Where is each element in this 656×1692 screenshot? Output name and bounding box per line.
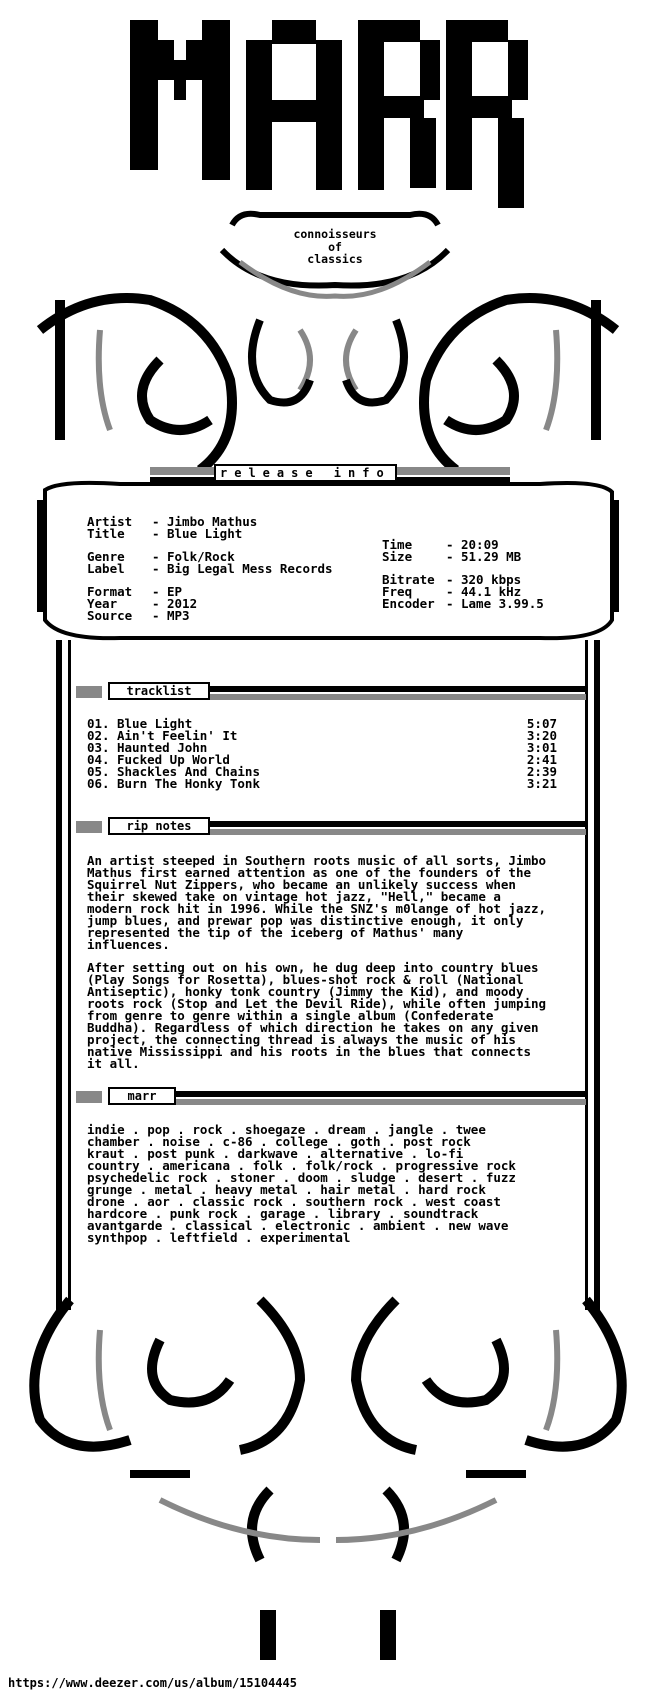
release-value: 20:09 [461,537,499,552]
release-key: Bitrate [382,572,435,587]
release-key: Artist [87,514,133,529]
rip-notes-paragraph: After setting out on his own, he dug deep into country blues (Play Songs for Rosetta), blues-shot rock & roll (National Antiseptic), honky tonk country (Jimmy the Kid), and moody roots rock (Stop and Let the Devil Ride), while often jumping from genre to genre within a single album (Confederate Buddha). Regardless of which direction he takes on any given project, the connecting thread is always the music of his native Mississippi and his roots in the blues that connects it all. [87,960,547,1071]
release-value: 2012 [167,596,198,611]
release-row: Format - EP [87,584,183,599]
release-value: Blue Light [167,526,243,541]
release-value: MP3 [167,608,190,623]
track-row: 03. Haunted John 3:01 [87,740,557,755]
track-row: 06. Burn The Honky Tonk 3:21 [87,776,557,791]
release-row: Label - Big Legal Mess Records [87,561,333,576]
release-value: Folk/Rock [167,549,235,564]
release-row: Encoder - Lame 3.99.5 [382,596,544,611]
release-key: Size [382,549,413,564]
release-value: 51.29 MB [461,549,522,564]
section-title-release-info: release info [214,464,397,482]
track-row: 05. Shackles And Chains 2:39 [87,764,557,779]
section-title-tracklist: tracklist [108,682,210,700]
logo-tagline [270,228,400,266]
release-value: 320 kbps [461,572,522,587]
source-url[interactable]: https://www.deezer.com/us/album/15104445 [8,1676,297,1690]
tracklist [87,718,557,790]
release-info-right [382,539,544,610]
rip-notes-paragraph: An artist steeped in Southern roots music of all sorts, Jimbo Mathus first earned attention as one of the founders of the Squirrel Nut Zippers, who became an unlikely success when their skewed take on vintage hot jazz, "Hell," became a modern rock hit in 1996. While the SNZ's m0lange of hot jazz, jump blues, and prewar pop was distinctive enough, it only represented the tip of the iceberg of Mathus' many influences. [87,853,547,952]
tagline-line: connoisseurs [293,227,377,241]
track-row: 02. Ain't Feelin' It 3:20 [87,728,557,743]
release-key: Genre [87,549,125,564]
release-row: Time - 20:09 [382,537,499,552]
release-key: Encoder [382,596,435,611]
release-key: Title [87,526,125,541]
release-value: Jimbo Mathus [167,514,258,529]
release-key: Format [87,584,133,599]
track-row: 01. Blue Light 5:07 [87,716,557,731]
marr-logo-art [130,20,528,208]
release-key: Year [87,596,118,611]
section-title-marr: marr [108,1087,176,1105]
release-value: 44.1 kHz [461,584,522,599]
release-row: Genre - Folk/Rock [87,549,235,564]
release-value: Lame 3.99.5 [461,596,544,611]
release-info-left [87,516,333,622]
release-row: Bitrate - 320 kbps [382,572,522,587]
genre-tags: indie . pop . rock . shoegaze . dream . jangle . twee chamber . noise . c-86 . college . goth . post rock kraut . post punk . darkwave . alternative . lo-fi country . americana . folk . folk/rock . progressive rock psychedelic rock . stoner . doom . sludge . desert . fuzz grunge . metal . heavy metal . hair metal . hard rock drone . aor . classic rock . southern rock . west coast hardcore . punk rock . garage . library . soundtrack avantgarde . classical . electronic . ambient . new wave synthpop . leftfield . experimental [87,1122,516,1245]
track-row: 04. Fucked Up World 2:41 [87,752,557,767]
release-row: Source - MP3 [87,608,190,623]
release-key: Freq [382,584,413,599]
release-row: Year - 2012 [87,596,198,611]
section-title-rip-notes: rip notes [108,817,210,835]
tagline-line: of [328,239,342,254]
release-row: Size - 51.29 MB [382,549,522,564]
release-key: Label [87,561,125,576]
tagline-line: classics [307,252,363,266]
release-key: Time [382,537,413,552]
release-row: Title - Blue Light [87,526,243,541]
release-row: Artist - Jimbo Mathus [87,514,258,529]
release-value: EP [167,584,183,599]
release-key: Source [87,608,133,623]
release-value: Big Legal Mess Records [167,561,333,576]
release-row: Freq - 44.1 kHz [382,584,522,599]
